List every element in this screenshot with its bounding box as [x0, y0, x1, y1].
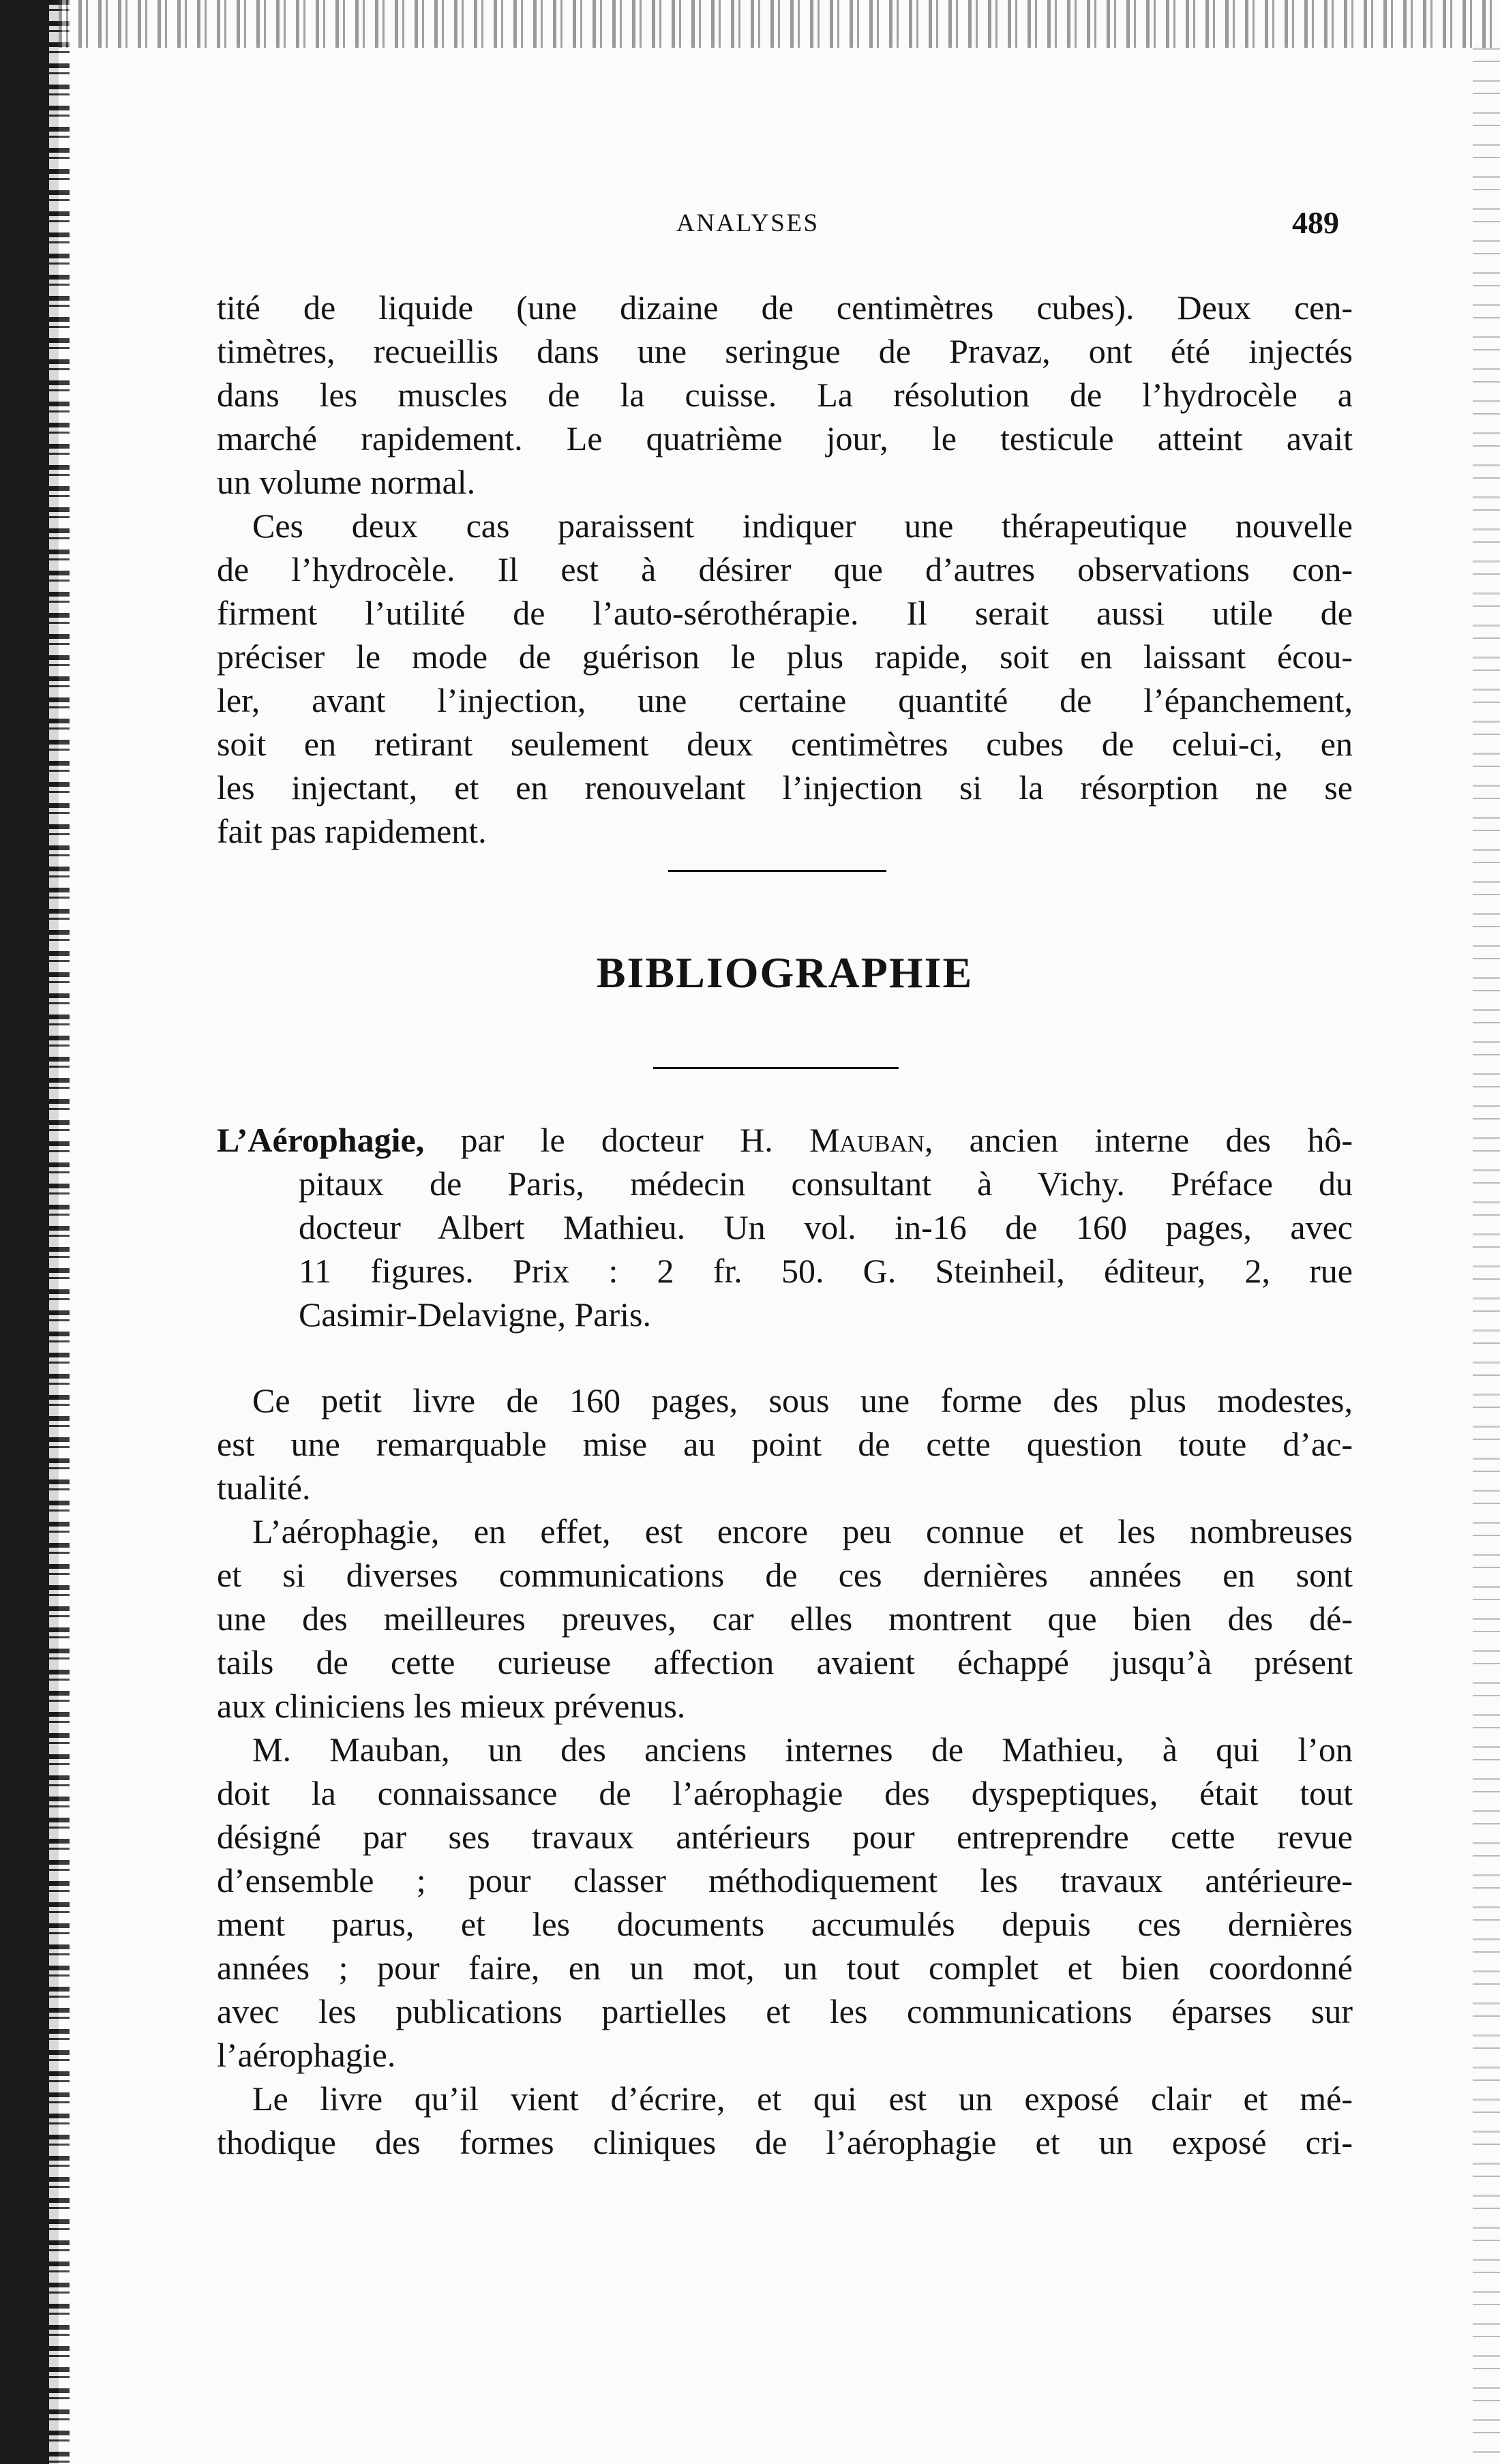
review-paragraph-3	[217, 1728, 1353, 2077]
text-line: fait pas rapidement.	[217, 812, 487, 850]
text-line: préciser le mode de guérison le plus rapide, soit en laissant écou-	[217, 637, 1353, 676]
page-number: 489	[1292, 205, 1339, 240]
text-line: aux cliniciens les mieux prévenus.	[217, 1687, 686, 1725]
running-title: ANALYSES	[676, 209, 820, 237]
text-line: tualité.	[217, 1469, 311, 1507]
text-line: Ce petit livre de 160 pages, sous une forme des plus modestes,	[252, 1381, 1353, 1419]
text-line: l’aérophagie.	[217, 2036, 396, 2074]
text-line: Casimir-Delavigne, Paris.	[299, 1295, 651, 1334]
text-line: est une remarquable mise au point de cette question toute d’ac-	[217, 1425, 1353, 1463]
text-line: L’aérophagie, en effet, est encore peu connue et les nombreuses	[252, 1512, 1353, 1550]
review-paragraph-4	[217, 2077, 1353, 2164]
text-line: dans les muscles de la cuisse. La résolution de l’hydrocèle a	[217, 376, 1353, 414]
text-line: un volume normal.	[217, 463, 476, 501]
text-line: désigné par ses travaux antérieurs pour entreprendre cette revue	[217, 1818, 1353, 1856]
section-heading: BIBLIOGRAPHIE	[596, 948, 974, 997]
text-line: tité de liquide (une dizaine de centimètres cubes). Deux cen-	[217, 288, 1353, 327]
text-line: thodique des formes cliniques de l’aérophagie et un exposé cri-	[217, 2123, 1353, 2161]
entry-text: par le docteur H.	[424, 1121, 809, 1159]
text-line: doit la connaissance de l’aérophagie des dyspeptiques, était tout	[217, 1774, 1353, 1812]
review-paragraph-1	[217, 1379, 1353, 1509]
text-line: ler, avant l’injection, une certaine quantité de l’épanchement,	[217, 681, 1353, 719]
entry-first-line	[217, 1118, 1353, 1162]
book-title: L’Aérophagie,	[217, 1121, 425, 1159]
text-line: et si diverses communications de ces dernières années en sont	[217, 1556, 1353, 1594]
section-rule-bottom	[653, 1067, 899, 1069]
text-line: soit en retirant seulement deux centimètres cubes de celui-ci, en	[217, 725, 1353, 763]
bibliography-entry	[217, 1118, 1353, 1336]
text-line: pitaux de Paris, médecin consultant à Vichy. Préface du	[299, 1165, 1353, 1203]
text-line: Ces deux cas paraissent indiquer une thérapeutique nouvelle	[252, 507, 1353, 545]
text-line: 11 figures. Prix : 2 fr. 50. G. Steinheil, éditeur, 2, rue	[299, 1252, 1353, 1290]
scan-edge-noise-top	[59, 0, 1500, 48]
entry-text: , ancien interne des hô-	[924, 1121, 1353, 1159]
text-line: M. Mauban, un des anciens internes de Mathieu, à qui l’on	[252, 1730, 1353, 1769]
text-line: avec les publications partielles et les communications éparses sur	[217, 1992, 1353, 2030]
text-line: firment l’utilité de l’auto-sérothérapie. Il serait aussi utile de	[217, 594, 1353, 632]
author-name: Mauban	[809, 1121, 925, 1159]
text-line: marché rapidement. Le quatrième jour, le testicule atteint avait	[217, 419, 1353, 457]
paragraph-continuation	[217, 286, 1353, 504]
text-line: tails de cette curieuse affection avaient échappé jusqu’à présent	[217, 1643, 1353, 1681]
review-paragraph-2	[217, 1509, 1353, 1728]
text-line: docteur Albert Mathieu. Un vol. in-16 de 160 pages, avec	[299, 1208, 1353, 1246]
text-line: Le livre qu’il vient d’écrire, et qui est un exposé clair et mé-	[252, 2079, 1353, 2118]
running-header	[218, 205, 1350, 245]
text-line: timètres, recueillis dans une seringue de Pravaz, ont été injectés	[217, 332, 1353, 370]
text-line: années ; pour faire, en un mot, un tout complet et bien coordonné	[217, 1949, 1353, 1987]
text-line: les injectant, et en renouvelant l’injection si la résorption ne se	[217, 768, 1353, 807]
text-line: d’ensemble ; pour classer méthodiquement les travaux antérieure-	[217, 1861, 1353, 1899]
section-rule-top	[668, 870, 886, 872]
text-line: une des meilleures preuves, car elles montrent que bien des dé-	[217, 1599, 1353, 1638]
text-line: ment parus, et les documents accumulés depuis ces dernières	[217, 1905, 1353, 1943]
scan-edge-noise-left	[49, 0, 70, 2464]
text-line: de l’hydrocèle. Il est à désirer que d’autres observations con-	[217, 550, 1353, 588]
paragraph-conclusion	[217, 504, 1353, 853]
scan-edge-noise-right	[1473, 48, 1500, 2464]
